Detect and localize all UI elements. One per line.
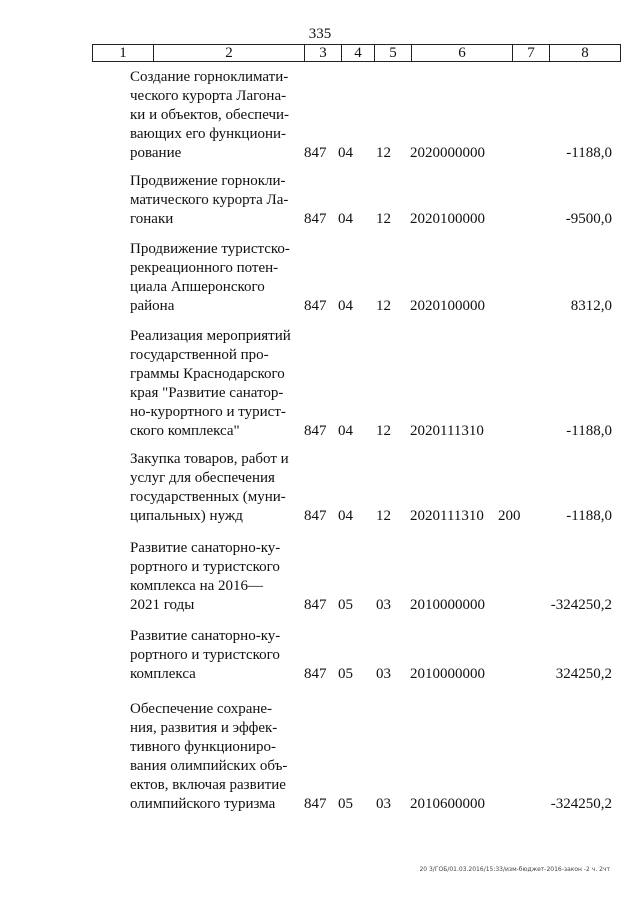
column-header-row (92, 44, 621, 62)
row-code-6: 2010000000 (410, 597, 485, 613)
row-amount: -324250,2 (550, 796, 612, 812)
page-number: 335 (308, 26, 332, 42)
row-code-5: 12 (376, 423, 391, 439)
row-code-3: 847 (304, 211, 327, 227)
row-code-6: 2020100000 (410, 298, 485, 314)
row-amount: -324250,2 (550, 597, 612, 613)
row-code-6: 2010600000 (410, 796, 485, 812)
row-code-3: 847 (304, 508, 327, 524)
col-header-6: 6 (412, 45, 513, 62)
row-code-4: 04 (338, 211, 353, 227)
col-header-3: 3 (305, 45, 342, 62)
row-code-3: 847 (304, 423, 327, 439)
col-header-1: 1 (93, 45, 154, 62)
row-description: Реализация мероприятий государственной про- граммы Краснодарского края "Развитие санатор- но-курортного и турист- ского комплекса" (130, 328, 291, 439)
row-amount: 324250,2 (555, 666, 612, 682)
row-code-5: 03 (376, 666, 391, 682)
row-code-4: 05 (338, 666, 353, 682)
row-code-5: 03 (376, 597, 391, 613)
row-code-4: 04 (338, 145, 353, 161)
row-code-6: 2020000000 (410, 145, 485, 161)
row-code-4: 05 (338, 796, 353, 812)
row-code-3: 847 (304, 145, 327, 161)
row-code-3: 847 (304, 298, 327, 314)
row-amount: -1188,0 (566, 423, 612, 439)
col-header-2: 2 (154, 45, 305, 62)
row-description: Продвижение туристско- рекреационного потен- циала Апшеронского района (130, 241, 290, 314)
col-header-7: 7 (513, 45, 550, 62)
row-description: Создание горноклимати- ческого курорта Лагона- ки и объектов, обеспечи- вающих его функциони- рование (130, 69, 290, 161)
row-code-4: 05 (338, 597, 353, 613)
row-code-3: 847 (304, 666, 327, 682)
row-code-5: 12 (376, 211, 391, 227)
row-description: Развитие санаторно-ку- рортного и туристского комплекса на 2016— 2021 годы (130, 540, 281, 613)
row-code-5: 12 (376, 298, 391, 314)
row-code-6: 2010000000 (410, 666, 485, 682)
row-code-6: 2020111310 (410, 508, 484, 524)
row-code-3: 847 (304, 796, 327, 812)
row-code-5: 03 (376, 796, 391, 812)
row-amount: -1188,0 (566, 145, 612, 161)
row-description: Закупка товаров, работ и услуг для обеспечения государственных (муни- ципальных) нужд (130, 451, 289, 524)
row-code-6: 2020100000 (410, 211, 485, 227)
row-amount: -1188,0 (566, 508, 612, 524)
row-code-7: 200 (498, 508, 521, 524)
row-code-4: 04 (338, 508, 353, 524)
row-code-3: 847 (304, 597, 327, 613)
row-code-4: 04 (338, 298, 353, 314)
footer-stamp: 20 3/ГОБ/01.03.2016/15:33/изм-бюджет-2016-закон -2 ч. 2чт (419, 866, 610, 873)
row-description: Обеспечение сохране- ния, развития и эффек- тивного функциониро- вания олимпийских объ- ектов, включая развитие олимпийского туризма (130, 701, 288, 812)
row-amount: 8312,0 (570, 298, 612, 314)
col-header-4: 4 (342, 45, 375, 62)
row-description: Продвижение горнокли- матического курорта Ла- гонаки (130, 173, 289, 227)
row-code-4: 04 (338, 423, 353, 439)
col-header-8: 8 (550, 45, 621, 62)
row-code-5: 12 (376, 145, 391, 161)
row-code-5: 12 (376, 508, 391, 524)
row-description: Развитие санаторно-ку- рортного и туристского комплекса (130, 628, 281, 682)
col-header-5: 5 (375, 45, 412, 62)
row-amount: -9500,0 (565, 211, 612, 227)
row-code-6: 2020111310 (410, 423, 484, 439)
